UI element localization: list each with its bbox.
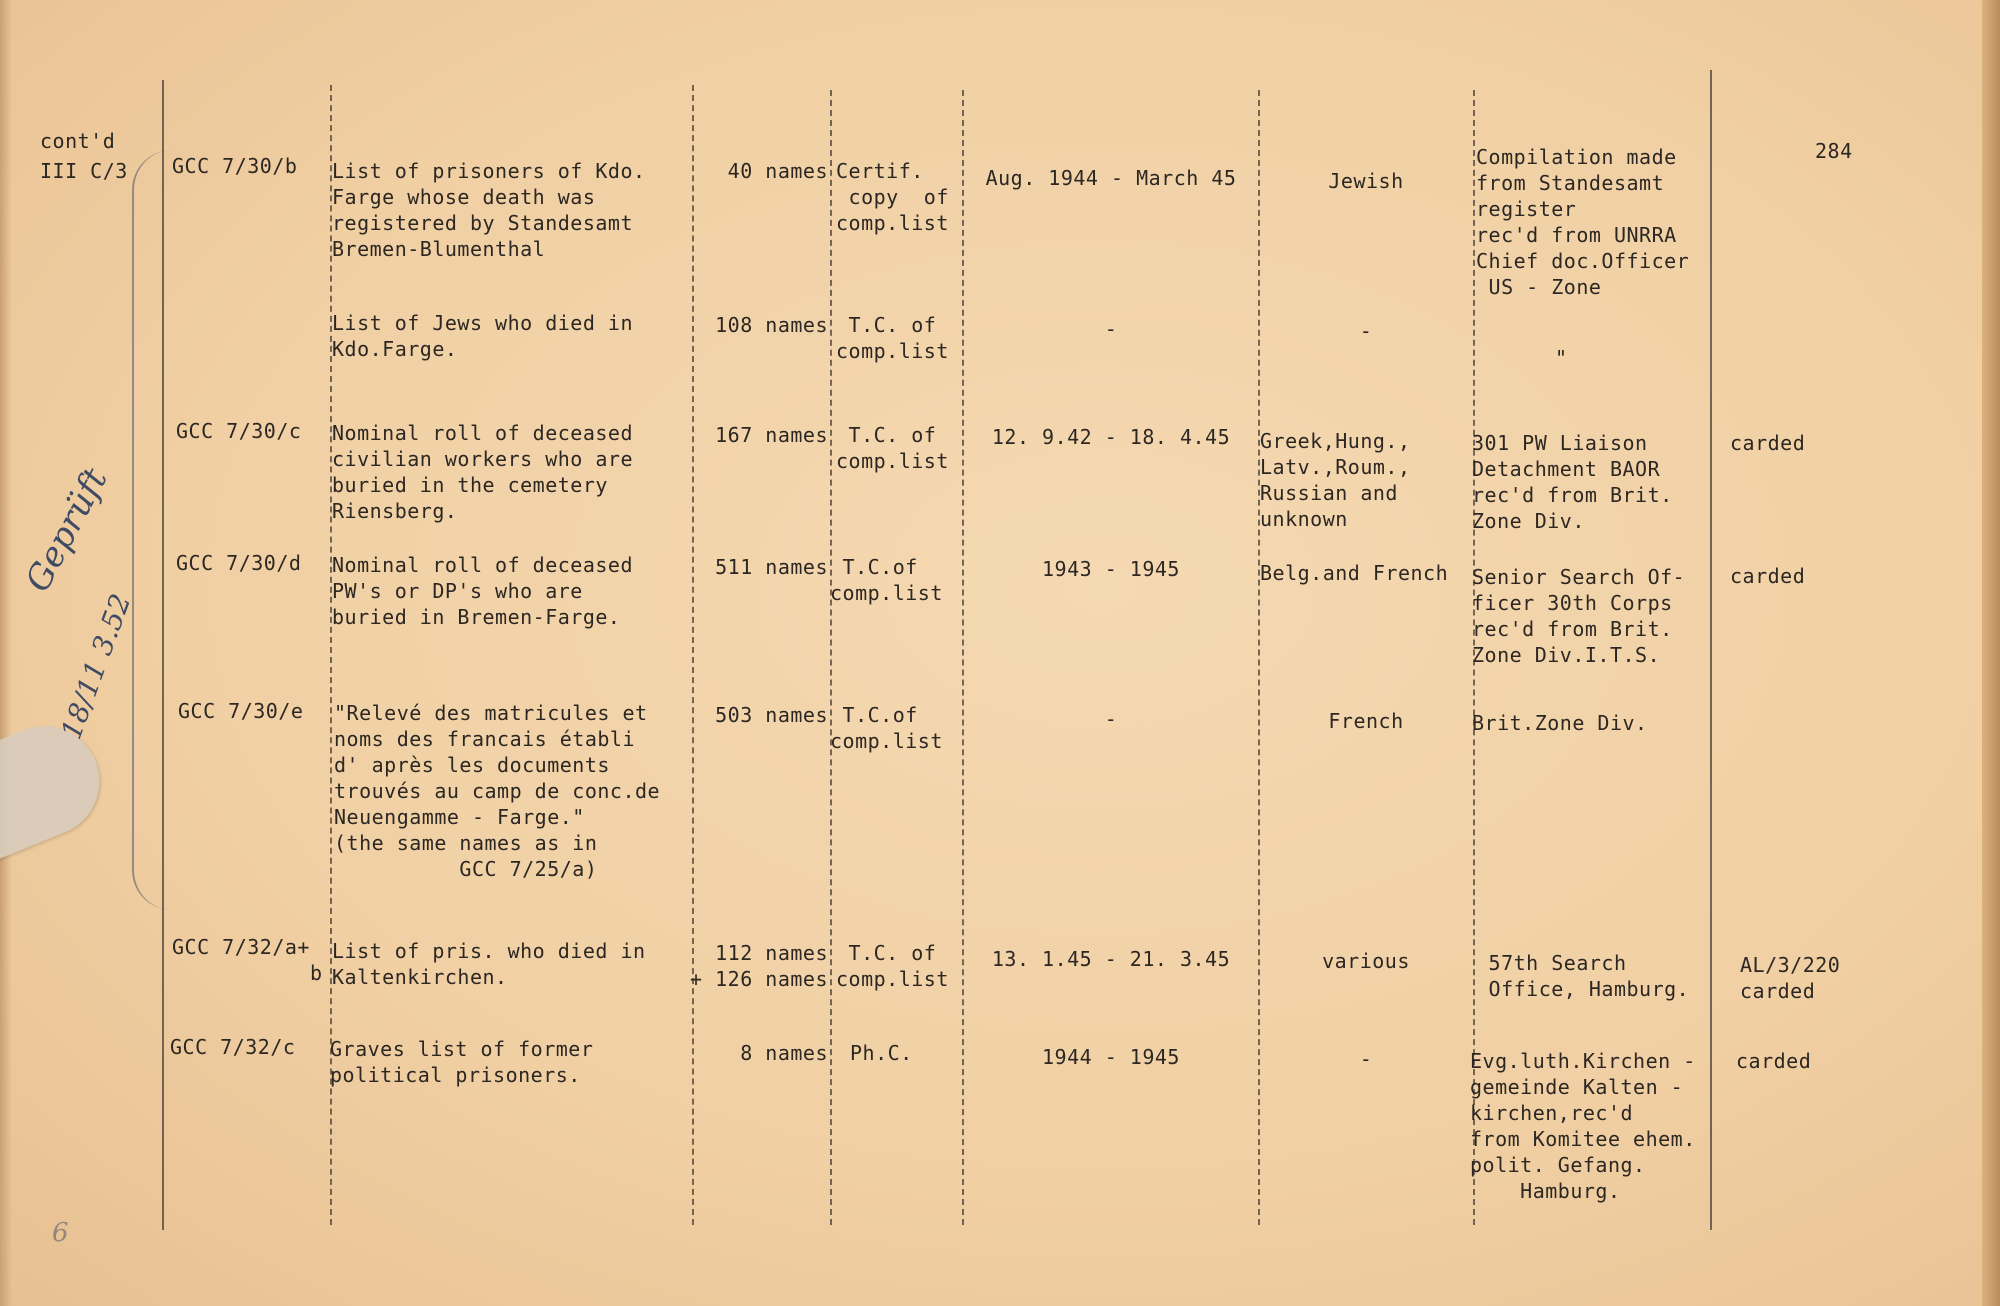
- quantity-cell: 167 names: [715, 423, 828, 447]
- handwritten-check-date: 18/11 3.52: [54, 589, 138, 744]
- dates-cell: 1944 - 1945: [1042, 1045, 1180, 1069]
- dates-cell: 12. 9.42 - 18. 4.45: [991, 425, 1231, 449]
- quantity-cell: 108 names: [715, 313, 828, 337]
- remarks-cell: carded: [1730, 564, 1806, 588]
- description-cell: List of pris. who died in Kaltenkirchen.: [332, 939, 646, 989]
- dates-cell: 13. 1.45 - 21. 3.45: [991, 947, 1231, 971]
- description-cell: Nominal roll of deceased civilian workers who are buried in the cemetery Riensberg.: [332, 421, 633, 523]
- description-cell: Nominal roll of deceased PW's or DP's who are buried in Bremen-Farge.: [332, 553, 633, 629]
- nationality-cell: Jewish: [1328, 169, 1404, 193]
- remarks-cell: carded: [1736, 1049, 1812, 1073]
- nationality-cell: Greek,Hung., Latv.,Roum., Russian and unknown: [1260, 429, 1411, 531]
- page-edge: [1982, 0, 2000, 1306]
- description-cell: "Relevé des matricules et noms des francais établi d' après les documents trouvés au camp de conc.de Neuengamme - Farge." (the same names as in GCC 7/25/a): [334, 701, 661, 881]
- source-cell: Evg.luth.Kirchen - gemeinde Kalten - kirchen,rec'd from Komitee ehem. polit. Gefang. Hamburg.: [1470, 1049, 1696, 1203]
- description-cell: List of Jews who died in Kdo.Farge.: [332, 311, 633, 361]
- section-code: III C/3: [40, 159, 128, 183]
- source-cell: 301 PW Liaison Detachment BAOR rec'd from Brit. Zone Div.: [1472, 431, 1673, 533]
- type-cell: T.C.of comp.list: [830, 555, 943, 605]
- nationality-cell: -: [1359, 1047, 1373, 1071]
- contd-label: cont'd: [40, 129, 116, 153]
- description-cell: List of prisoners of Kdo. Farge whose death was registered by Standesamt Bremen-Blumenthal: [332, 159, 646, 261]
- handwritten-check-word: Geprüft: [17, 461, 116, 599]
- handwritten-corner-mark: 6: [52, 1218, 69, 1248]
- quantity-cell: 8 names: [740, 1041, 828, 1065]
- ref-cell: GCC 7/30/c: [176, 419, 302, 443]
- column-rule-4: [830, 90, 832, 1225]
- quantity-cell: 511 names: [715, 555, 828, 579]
- remarks-cell: carded: [1730, 431, 1806, 455]
- type-cell: T.C. of comp.list: [836, 423, 949, 473]
- source-cell: Compilation made from Standesamt register rec'd from UNRRA Chief doc.Officer US - Zone: [1476, 145, 1690, 299]
- handwritten-brace: [132, 150, 184, 910]
- type-cell: T.C.of comp.list: [830, 703, 943, 753]
- nationality-cell: Belg.and French: [1260, 561, 1449, 585]
- nationality-cell: various: [1322, 949, 1410, 973]
- source-cell: Brit.Zone Div.: [1472, 711, 1648, 735]
- nationality-cell: -: [1359, 319, 1373, 343]
- column-rule-3: [692, 85, 694, 1225]
- quantity-cell: 503 names: [715, 703, 828, 727]
- column-rule-8: [1710, 70, 1712, 1230]
- ref-cell: GCC 7/30/b: [172, 154, 298, 178]
- ref-cell: GCC 7/30/d: [176, 551, 302, 575]
- quantity-cell: 112 names + 126 names: [690, 941, 828, 991]
- remarks-cell: AL/3/220 carded: [1740, 953, 1841, 1003]
- page-gutter-shadow: [0, 0, 12, 1306]
- nationality-cell: French: [1328, 709, 1404, 733]
- column-rule-5: [962, 90, 964, 1225]
- description-cell: Graves list of former political prisoners.: [330, 1037, 594, 1087]
- source-cell: 57th Search Office, Hamburg.: [1488, 951, 1690, 1001]
- source-cell: ": [1555, 346, 1568, 370]
- type-cell: Certif. copy of comp.list: [836, 159, 949, 235]
- dates-cell: -: [1104, 317, 1118, 341]
- source-cell: Senior Search Of- ficer 30th Corps rec'd from Brit. Zone Div.I.T.S.: [1472, 565, 1686, 667]
- type-cell: Ph.C.: [850, 1041, 913, 1065]
- ref-cell: GCC 7/32/a+ b: [172, 935, 323, 985]
- type-cell: T.C. of comp.list: [836, 313, 949, 363]
- page-number: 284: [1815, 139, 1853, 163]
- column-rule-6: [1258, 90, 1260, 1225]
- ref-cell: GCC 7/32/c: [170, 1035, 296, 1059]
- quantity-cell: 40 names: [727, 159, 828, 183]
- ref-cell: GCC 7/30/e: [178, 699, 304, 723]
- dates-cell: Aug. 1944 - March 45: [985, 166, 1237, 190]
- dates-cell: -: [1104, 707, 1118, 731]
- dates-cell: 1943 - 1945: [1042, 557, 1180, 581]
- type-cell: T.C. of comp.list: [836, 941, 949, 991]
